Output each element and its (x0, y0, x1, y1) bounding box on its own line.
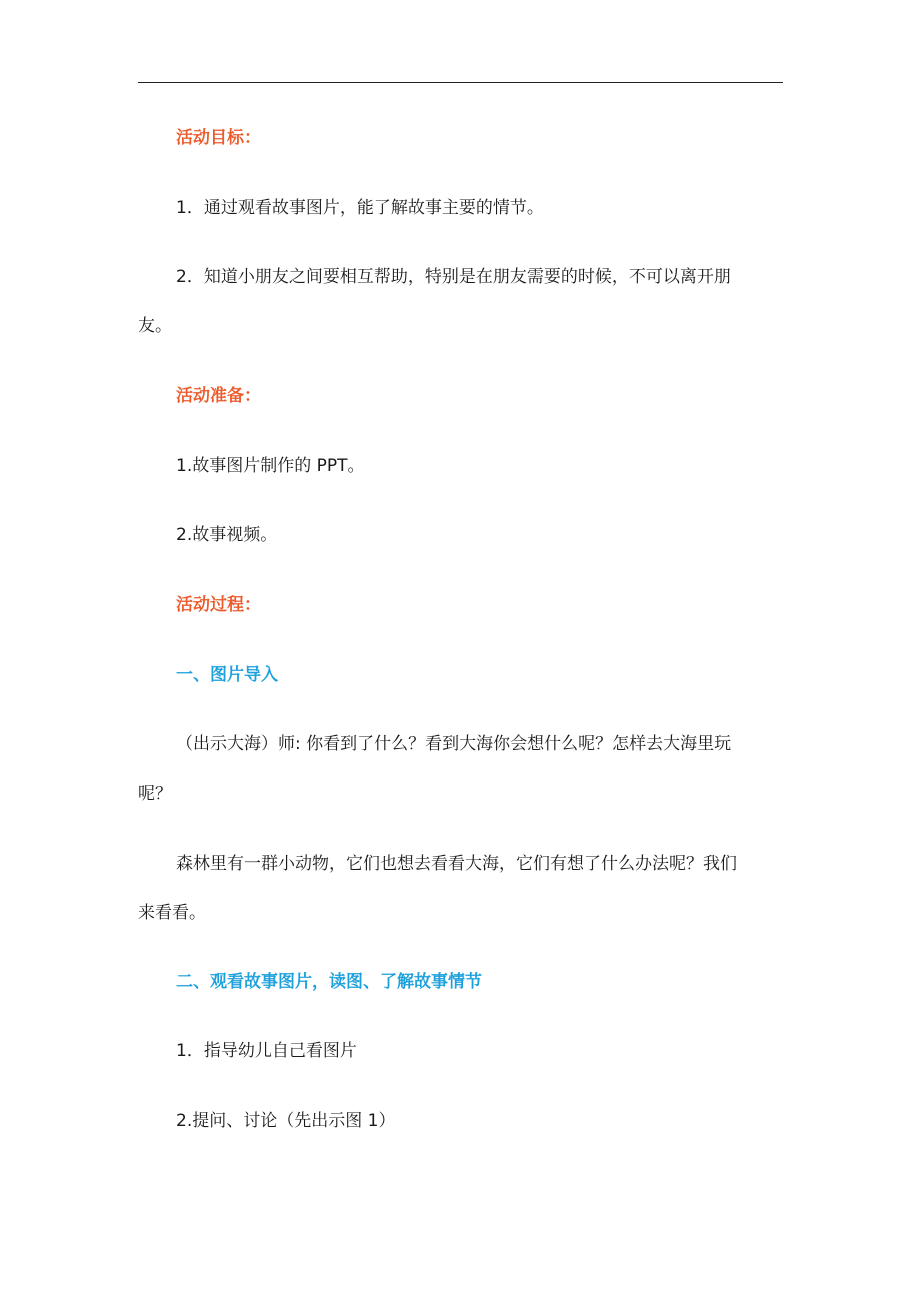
prep-heading: 活动准备： (176, 386, 261, 406)
paragraph-1-line-2: 呢？ (138, 784, 172, 804)
section-heading-2: 二、观看故事图片，读图、了解故事情节 (176, 972, 482, 992)
prep-item-1: 1.故事图片制作的 PPT。 (176, 456, 365, 476)
paragraph-2-line-1: 森林里有一群小动物，它们也想去看看大海，它们有想了什么办法呢？我们 (176, 854, 737, 874)
process-heading: 活动过程： (176, 595, 261, 615)
section-heading-1: 一、图片导入 (176, 665, 278, 685)
paragraph-2-line-2: 来看看。 (138, 903, 206, 923)
goal-item-2-line-1: 2．知道小朋友之间要相互帮助，特别是在朋友需要的时候，不可以离开朋 (176, 267, 731, 287)
goal-item-2-line-2: 友。 (138, 316, 172, 336)
header-rule (138, 82, 783, 83)
goal-item-1: 1．通过观看故事图片，能了解故事主要的情节。 (176, 198, 544, 218)
goal-heading: 活动目标： (176, 128, 261, 148)
paragraph-1-line-1: （出示大海）师: 你看到了什么？看到大海你会想什么呢？怎样去大海里玩 (176, 734, 732, 754)
prep-item-2: 2.故事视频。 (176, 525, 278, 545)
step-item-1: 1．指导幼儿自己看图片 (176, 1041, 357, 1061)
step-item-2: 2.提问、讨论（先出示图 1） (176, 1111, 396, 1131)
